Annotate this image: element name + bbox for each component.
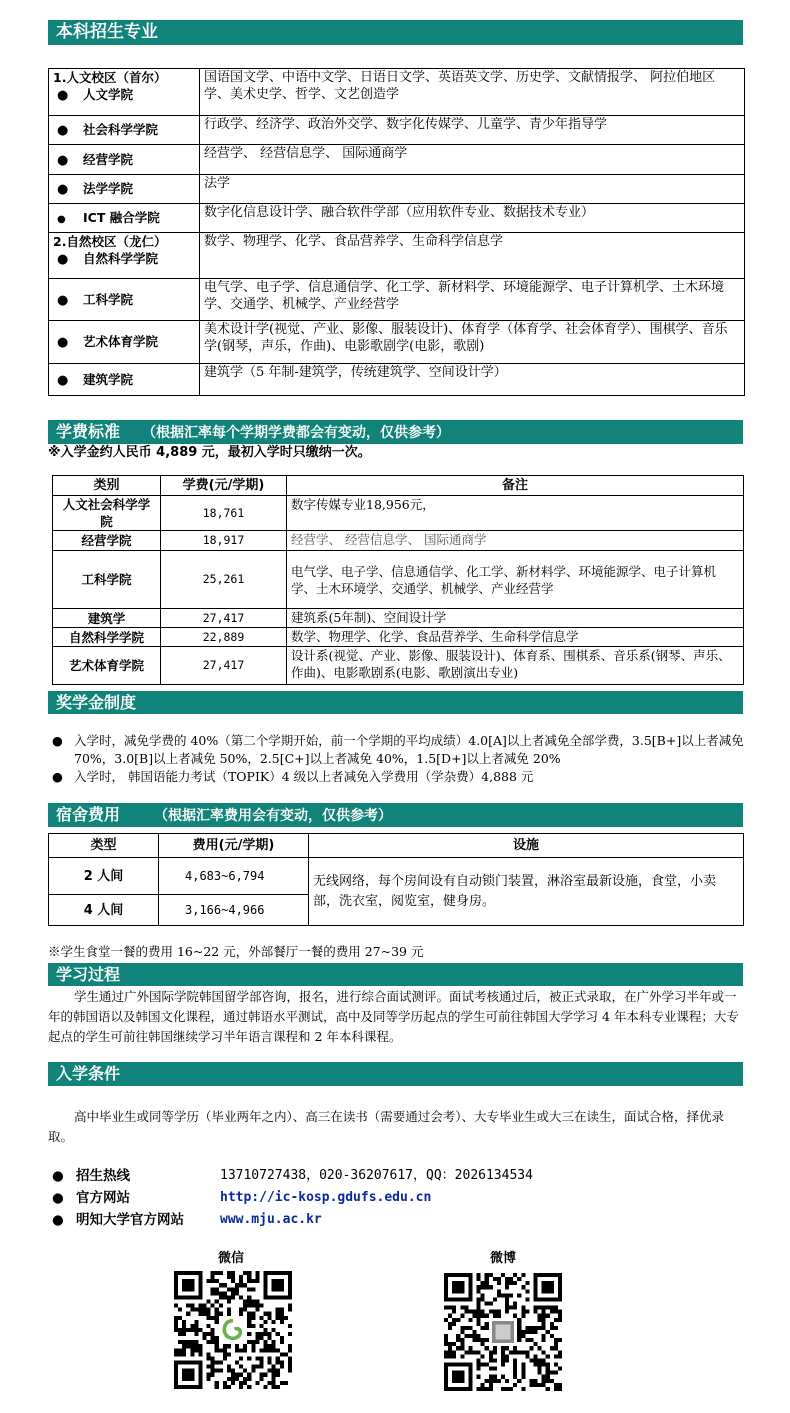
scholarship-heading-bar xyxy=(48,691,743,714)
dorm-type-cell: 4 人间 xyxy=(49,895,159,926)
table-row xyxy=(49,69,745,116)
bullet-icon: ● xyxy=(57,213,66,225)
bullet-icon: ● xyxy=(57,372,69,388)
table-row xyxy=(53,496,744,531)
wechat-qr-code-icon[interactable] xyxy=(174,1271,292,1389)
contact-label: 官方网站 xyxy=(76,1190,130,1206)
majors-name-cell xyxy=(49,175,200,204)
majors-name-cell xyxy=(49,321,200,364)
fee-cell: 25,261 xyxy=(161,551,287,609)
bullet-icon: ● xyxy=(57,335,69,350)
hotline-value: 13710727438，020-36207617，QQ：2026134534 xyxy=(220,1168,533,1183)
bullet-icon: ● xyxy=(52,1168,64,1184)
fee-cell: 22,889 xyxy=(161,628,287,647)
majors-list-cell: 美术设计学(视觉、产业、影像、服装设计)、体育学（体育学、社会体育学）、围棋学、音乐学(钢琴，声乐，作曲)、电影歌剧学(电影，歌剧) xyxy=(200,321,745,364)
remark-cell: 经营学、 经营信息学、 国际通商学 xyxy=(287,531,744,551)
website-link[interactable]: http://ic-kosp.gdufs.edu.cn xyxy=(220,1190,432,1205)
bullet-icon: ● xyxy=(57,182,69,197)
table-row xyxy=(49,858,744,895)
category-cell: 经营学院 xyxy=(53,531,161,551)
scholarship-text: 入学时， 韩国语能力考试（TOPIK）4 级以上者减免入学费用（学杂费）4,888 元 xyxy=(74,769,534,784)
majors-name-cell xyxy=(49,364,200,396)
category-cell: 建筑学 xyxy=(53,609,161,628)
bullet-icon: ● xyxy=(52,733,63,748)
remark-cell: 数学、物理学、化学、食品营养学、生命科学信息学 xyxy=(287,628,744,647)
column-header: 设施 xyxy=(309,834,744,858)
contact-label: 明知大学官方网站 xyxy=(76,1212,184,1228)
dorm-heading-bar xyxy=(48,803,743,827)
tuition-heading: 学费标准 xyxy=(56,422,121,441)
table-row xyxy=(49,116,745,145)
bullet-icon: ● xyxy=(57,252,69,267)
table-row xyxy=(53,647,744,685)
column-header: 费用(元/学期) xyxy=(159,834,309,858)
majors-name-cell xyxy=(49,116,200,145)
bullet-icon: ● xyxy=(57,292,69,308)
scholarship-text: 入学时，减免学费的 40%（第二个学期开始，前一个学期的平均成绩）4.0[A]以上者减免全部学费，3.5[B+]以上者减免 70%，3.0[B]以上者减免 50%，2.5[C+]以上者减免 40%，1.5[D+]以上者减免 20% xyxy=(74,733,744,766)
majors-name-cell xyxy=(49,233,200,279)
remark-cell: 数字传媒专业18,956元， xyxy=(287,496,744,531)
table-row xyxy=(49,233,745,279)
column-header: 类别 xyxy=(53,476,161,496)
college-name: 社会科学学院 xyxy=(83,122,159,137)
majors-table xyxy=(48,68,745,396)
admission-heading-bar xyxy=(48,1062,743,1086)
bullet-icon: ● xyxy=(57,152,69,168)
college-name: 艺术体育学院 xyxy=(83,334,159,349)
tuition-table xyxy=(52,475,744,685)
table-row xyxy=(49,204,745,233)
college-name: ICT 融合学院 xyxy=(83,209,160,225)
dorm-heading: 宿舍费用 xyxy=(56,805,121,824)
contact-label: 招生热线 xyxy=(76,1168,130,1184)
campus-label: 1.人文校区（首尔） xyxy=(53,70,167,85)
table-row xyxy=(53,628,744,647)
dorm-type-cell: 2 人间 xyxy=(49,858,159,895)
mju-website-link[interactable]: www.mju.ac.kr xyxy=(220,1212,322,1227)
table-row xyxy=(53,476,744,496)
dorm-fee-cell: 4,683~6,794 xyxy=(159,858,309,895)
category-cell: 艺术体育学院 xyxy=(53,647,161,685)
contact-website xyxy=(52,1187,432,1209)
table-row xyxy=(49,279,745,321)
bullet-icon: ● xyxy=(52,769,63,784)
table-row xyxy=(49,321,745,364)
majors-list-cell: 数字化信息设计学、融合软件学部（应用软件专业、数据技术专业） xyxy=(200,204,745,233)
process-heading-bar xyxy=(48,963,743,986)
majors-list-cell: 经营学、 经营信息学、 国际通商学 xyxy=(200,145,745,175)
fee-cell: 27,417 xyxy=(161,609,287,628)
college-name: 建筑学院 xyxy=(83,371,134,387)
majors-name-cell xyxy=(49,145,200,175)
admission-heading: 入学条件 xyxy=(56,1064,121,1083)
contact-mju-website xyxy=(52,1209,322,1231)
college-name: 自然科学学院 xyxy=(83,251,159,266)
remark-cell: 建筑系(5年制)、空间设计学 xyxy=(287,609,744,628)
fee-cell: 18,761 xyxy=(161,496,287,531)
scholarship-heading: 奖学金制度 xyxy=(56,693,137,712)
meal-note: ※学生食堂一餐的费用 16~22 元，外部餐厅一餐的费用 27~39 元 xyxy=(48,944,424,959)
table-row xyxy=(53,531,744,551)
majors-list-cell: 数学、物理学、化学、食品营养学、生命科学信息学 xyxy=(200,233,745,279)
majors-list-cell: 电气学、电子学、信息通信学、化工学、新材料学、环境能源学、电子计算机学、土木环境学、交通学、机械学、产业经营学 xyxy=(200,279,745,321)
bullet-icon: ● xyxy=(52,1190,64,1206)
process-text: 学生通过广外国际学院韩国留学部咨询，报名，进行综合面试测评。面试考核通过后，被正式录取，在广外学习半年或一年的韩国语以及韩国文化课程，通过韩语水平测试，高中及同等学历起点的学生可前往韩国大学学习 4 年本科专业课程；大专起点的学生可前往韩国继续学习半年语言课程和 2 年本科课程。 xyxy=(48,989,739,1044)
table-row xyxy=(49,364,745,396)
bullet-icon: ● xyxy=(52,1212,64,1228)
table-row xyxy=(53,551,744,609)
category-cell: 工科学院 xyxy=(53,551,161,609)
column-header: 学费(元/学期) xyxy=(161,476,287,496)
campus-label: 2.自然校区（龙仁） xyxy=(53,234,167,249)
fee-cell: 27,417 xyxy=(161,647,287,685)
remark-cell: 电气学、电子学、信息通信学、化工学、新材料学、环境能源学、电子计算机学、土木环境学、交通学、机械学、产业经营学 xyxy=(287,551,744,609)
college-name: 法学学院 xyxy=(83,181,134,196)
dorm-heading-note: （根据汇率费用会有变动，仅供参考） xyxy=(154,808,393,824)
facilities-cell: 无线网络，每个房间设有自动锁门装置，淋浴室最新设施，食堂，小卖部，洗衣室，阅览室，健身房。 xyxy=(309,858,744,926)
tuition-heading-note: （根据汇率每个学期学费都会有变动，仅供参考） xyxy=(142,425,451,441)
majors-name-cell xyxy=(49,69,200,116)
college-name: 人文学院 xyxy=(83,87,134,102)
table-row xyxy=(49,145,745,175)
contact-hotline xyxy=(52,1165,533,1187)
majors-list-cell: 法学 xyxy=(200,175,745,204)
college-name: 工科学院 xyxy=(83,291,134,307)
process-heading: 学习过程 xyxy=(56,965,121,984)
table-row xyxy=(53,609,744,628)
column-header: 备注 xyxy=(287,476,744,496)
tuition-heading-bar xyxy=(48,420,743,444)
majors-name-cell xyxy=(49,279,200,321)
dorm-table xyxy=(48,833,744,926)
category-cell: 自然科学学院 xyxy=(53,628,161,647)
table-row xyxy=(49,834,744,858)
majors-heading: 本科招生专业 xyxy=(56,22,158,42)
fee-cell: 18,917 xyxy=(161,531,287,551)
bullet-icon: ● xyxy=(57,88,69,103)
admission-text: 高中毕业生或同等学历（毕业两年之内）、高三在读书（需要通过会考）、大专毕业生或大三在读生，面试合格，择优录取。 xyxy=(48,1109,725,1144)
deposit-note: ※入学金约人民币 4,889 元，最初入学时只缴纳一次。 xyxy=(48,445,371,460)
majors-name-cell xyxy=(49,204,200,233)
dorm-fee-cell: 3,166~4,966 xyxy=(159,895,309,926)
category-cell: 人文社会科学学院 xyxy=(53,496,161,531)
college-name: 经营学院 xyxy=(83,151,134,167)
remark-cell: 设计系(视觉、产业、影像、服装设计)、体育系、围棋系、音乐系(钢琴、声乐、作曲)、电影歌剧系(电影、歌剧演出专业) xyxy=(287,647,744,685)
wechat-label: 微信 xyxy=(217,1251,244,1266)
bullet-icon: ● xyxy=(57,123,69,138)
majors-list-cell: 国语国文学、中语中文学、日语日文学、英语英文学、历史学、文献情报学、 阿拉伯地区学、美术史学、哲学、文艺创造学 xyxy=(200,69,745,116)
weibo-qr-code-icon[interactable] xyxy=(444,1273,562,1391)
majors-list-cell: 行政学、经济学、政治外交学、数字化传媒学、儿童学、青少年指导学 xyxy=(200,116,745,145)
table-row xyxy=(49,175,745,204)
column-header: 类型 xyxy=(49,834,159,858)
majors-heading-bar xyxy=(48,20,743,45)
majors-list-cell: 建筑学（5 年制-建筑学，传统建筑学、空间设计学） xyxy=(200,364,745,396)
weibo-label: 微博 xyxy=(489,1251,516,1266)
